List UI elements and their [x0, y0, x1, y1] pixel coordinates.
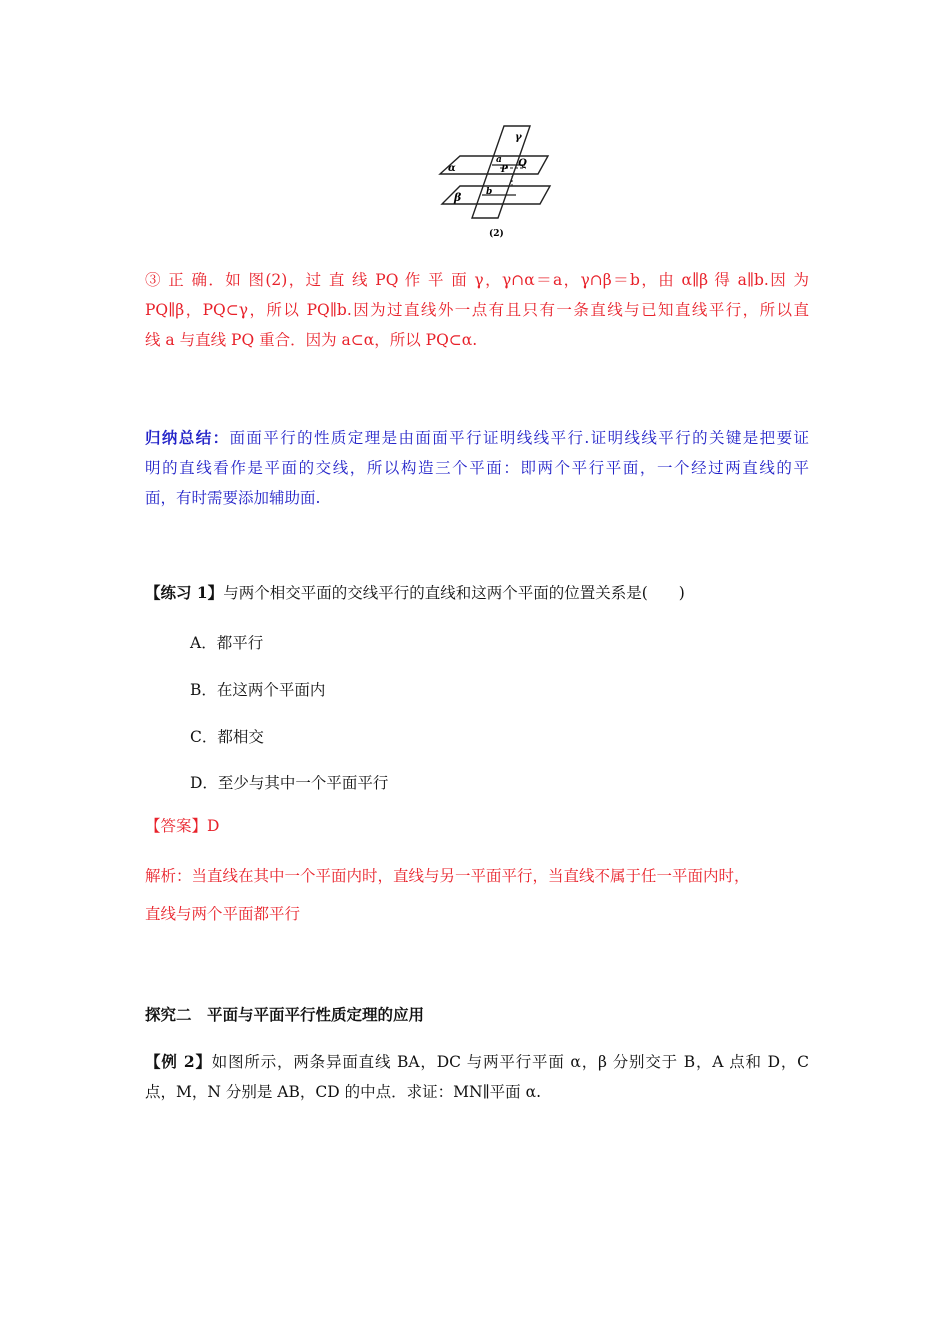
option-c: C．都相交	[190, 728, 264, 746]
exercise-1-text: 与两个相交平面的交线平行的直线和这两个平面的位置关系是( )	[223, 584, 685, 602]
summary-label: 归纳总结：	[145, 428, 230, 447]
label-q: Q	[518, 158, 527, 169]
summary-line-3: 面，有时需要添加辅助面.	[145, 489, 321, 507]
summary-paragraph	[145, 423, 809, 513]
answer-value: D	[207, 817, 220, 835]
label-p: P	[501, 165, 508, 175]
section-title: 探究二 平面与平面平行性质定理的应用	[145, 1005, 425, 1024]
solution-line-2: PQ∥β，PQ⊂γ，所以 PQ∥b.因为过直线外一点有且只有一条直线与已知直线平行，所以直	[145, 301, 809, 319]
parallel-planes-diagram	[430, 118, 570, 242]
summary-line-2: 明的直线看作是平面的交线，所以构造三个平面：即两个平行平面，一个经过两直线的平	[145, 459, 809, 477]
option-b: B．在这两个平面内	[190, 681, 326, 699]
answer-label: 【答案】	[145, 817, 208, 835]
solution-line-1: ③ 正 确．如 图(2)，过 直 线 PQ 作 平 面 γ，γ∩α＝a，γ∩β＝b，由 α∥β 得 a∥b.因 为	[145, 271, 809, 289]
exercise-1-line	[145, 578, 809, 608]
figure-caption: (2)	[489, 229, 504, 239]
analysis-line-2: 直线与两个平面都平行	[145, 905, 301, 923]
example-2-label: 【例 2】	[145, 1052, 212, 1071]
label-b: b	[486, 187, 493, 197]
label-beta: β	[454, 191, 462, 204]
answer-line	[145, 811, 809, 841]
example-2-text-1: 如图所示，两条异面直线 BA，DC 与两平行平面 α，β 分别交于 B，A 点和 D，C	[211, 1053, 809, 1071]
label-gamma: γ	[515, 132, 522, 143]
example-2-line-2: 点，M，N 分别是 AB，CD 的中点．求证：MN∥平面 α.	[145, 1083, 542, 1101]
option-d: D．至少与其中一个平面平行	[190, 774, 389, 792]
exercise-1-question	[145, 578, 809, 608]
analysis-paragraph	[145, 861, 809, 929]
exercise-1-label: 【练习 1】	[145, 583, 224, 602]
solution-line-3: 线 a 与直线 PQ 重合．因为 a⊂α，所以 PQ⊂α.	[145, 331, 478, 349]
summary-line-1	[145, 423, 809, 453]
option-a: A．都平行	[190, 634, 264, 652]
analysis-line-1: 解析：当直线在其中一个平面内时，直线与另一平面平行，当直线不属于任一平面内时，	[145, 867, 750, 885]
label-alpha: α	[448, 163, 456, 174]
answer-row	[145, 811, 809, 841]
solution-3-paragraph	[145, 265, 809, 355]
example-2-paragraph	[145, 1047, 809, 1107]
example-2-line-1	[145, 1047, 809, 1077]
geometry-figure	[430, 118, 570, 242]
label-a: a	[496, 155, 502, 165]
summary-text-1: 面面平行的性质定理是由面面平行证明线线平行.证明线线平行的关键是把要证	[229, 429, 809, 447]
